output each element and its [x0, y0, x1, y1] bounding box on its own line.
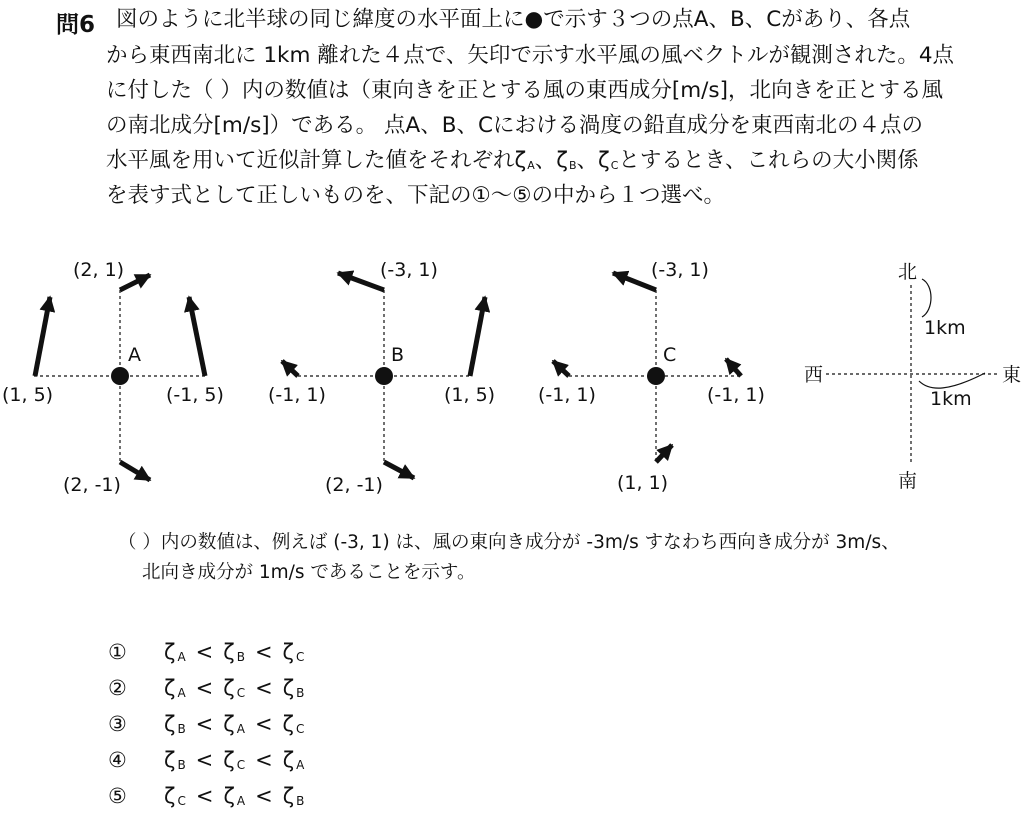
comma-1: 、 [534, 148, 557, 173]
compass [804, 261, 1021, 492]
point-c [647, 367, 665, 385]
zeta-b-sub: B [568, 159, 577, 172]
label-b-south: (2, -1) [325, 474, 383, 496]
arrow-a-east [189, 297, 205, 376]
question-line-5 [106, 146, 919, 181]
choice-number: ① [108, 640, 127, 664]
arrow-c-west [553, 361, 569, 376]
label-b-east: (1, 5) [444, 384, 496, 406]
brace-ns [922, 279, 931, 317]
label-c-west: (-1, 1) [538, 384, 596, 406]
point-b [375, 367, 393, 385]
zeta-b: ζ [556, 148, 568, 173]
compass-north: 北 [898, 261, 918, 283]
choice-number: ② [108, 676, 127, 700]
wind-vector-figure [0, 245, 1024, 505]
label-b-west: (-1, 1) [268, 384, 326, 406]
compass-dist-ns: 1km [924, 317, 966, 339]
label-a-north: (2, 1) [73, 259, 125, 281]
compass-south: 南 [898, 470, 918, 492]
comma-2: 、 [576, 148, 599, 173]
compass-east: 東 [1002, 364, 1022, 386]
label-b: B [391, 344, 405, 366]
label-c-east: (-1, 1) [707, 384, 765, 406]
label-c: C [663, 344, 677, 366]
arrow-b-east [470, 297, 485, 376]
compass-dist-ew: 1km [930, 388, 972, 410]
dashed-axes [34, 285, 1000, 463]
question-line-5-head: 水平風を用いて近似計算した値をそれぞれ [106, 148, 515, 173]
question-line-4: の南北成分[m/s]）である。 点A、B、Cにおける渦度の鉛直成分を東西南北の４点の [106, 113, 923, 138]
figure-note [118, 528, 900, 588]
note-line-2: 北向き成分が 1m/s であることを示す。 [142, 562, 476, 583]
zeta-c: ζ [598, 148, 610, 173]
zeta-c-sub: C [610, 159, 619, 172]
arrow-b-north [338, 273, 384, 290]
choice-number: ④ [108, 748, 127, 772]
arrow-a-south [120, 462, 150, 480]
label-a-east: (-1, 5) [166, 384, 224, 406]
question-line-3: に付した（ ）内の数値は（東向きを正とする風の東西成分[m/s]，北向きを正とする風 [106, 78, 944, 103]
label-a-south: (2, -1) [63, 474, 121, 496]
arrow-a-north [120, 275, 150, 290]
zeta-a-sub: A [527, 159, 535, 172]
choice-expression: ζ $_A$ < ζ $_C$ < ζ $_B$ [164, 676, 305, 700]
label-a-west: (1, 5) [2, 384, 54, 406]
choice-expression: ζ $_A$ < ζ $_B$ < ζ $_C$ [164, 640, 305, 664]
question-line-1: 図のように北半球の同じ緯度の水平面上に●で示す３つの点A、B、Cがあり、各点 [116, 7, 911, 32]
label-a: A [128, 344, 141, 366]
question-number: 問6 [56, 12, 96, 38]
brace-ew [919, 373, 985, 388]
label-c-north: (-3, 1) [651, 259, 709, 281]
arrow-b-west [282, 361, 298, 376]
arrow-a-west [35, 297, 50, 376]
choice-expression: ζ $_B$ < ζ $_C$ < ζ $_A$ [164, 748, 305, 772]
question-line-5-tail: とするとき、これらの大小関係 [618, 148, 919, 173]
arrow-c-south [656, 445, 672, 462]
point-a [111, 367, 129, 385]
note-line-1: （ ）内の数値は、例えば (-3, 1) は、風の東向き成分が -3m/s すなわち西向き成分が 3m/s、 [118, 532, 900, 553]
arrow-b-south [384, 462, 414, 478]
label-b-north: (-3, 1) [380, 259, 438, 281]
choice-number: ③ [108, 712, 127, 736]
choice-number: ⑤ [108, 784, 127, 808]
choice-expression: ζ $_B$ < ζ $_A$ < ζ $_C$ [164, 712, 305, 736]
question-line-6: を表す式として正しいものを、下記の①〜⑤の中から１つ選べ。 [106, 183, 726, 208]
arrow-c-north [613, 273, 656, 290]
choice-expression: ζ $_C$ < ζ $_A$ < ζ $_B$ [164, 784, 305, 808]
label-c-south: (1, 1) [617, 472, 669, 494]
compass-west: 西 [804, 364, 824, 386]
question-line-2: から東西南北に 1km 離れた４点で、矢印で示す水平風の風ベクトルが観測された。4点 [106, 43, 954, 68]
zeta-a: ζ [514, 148, 527, 173]
arrow-c-east [726, 359, 741, 376]
